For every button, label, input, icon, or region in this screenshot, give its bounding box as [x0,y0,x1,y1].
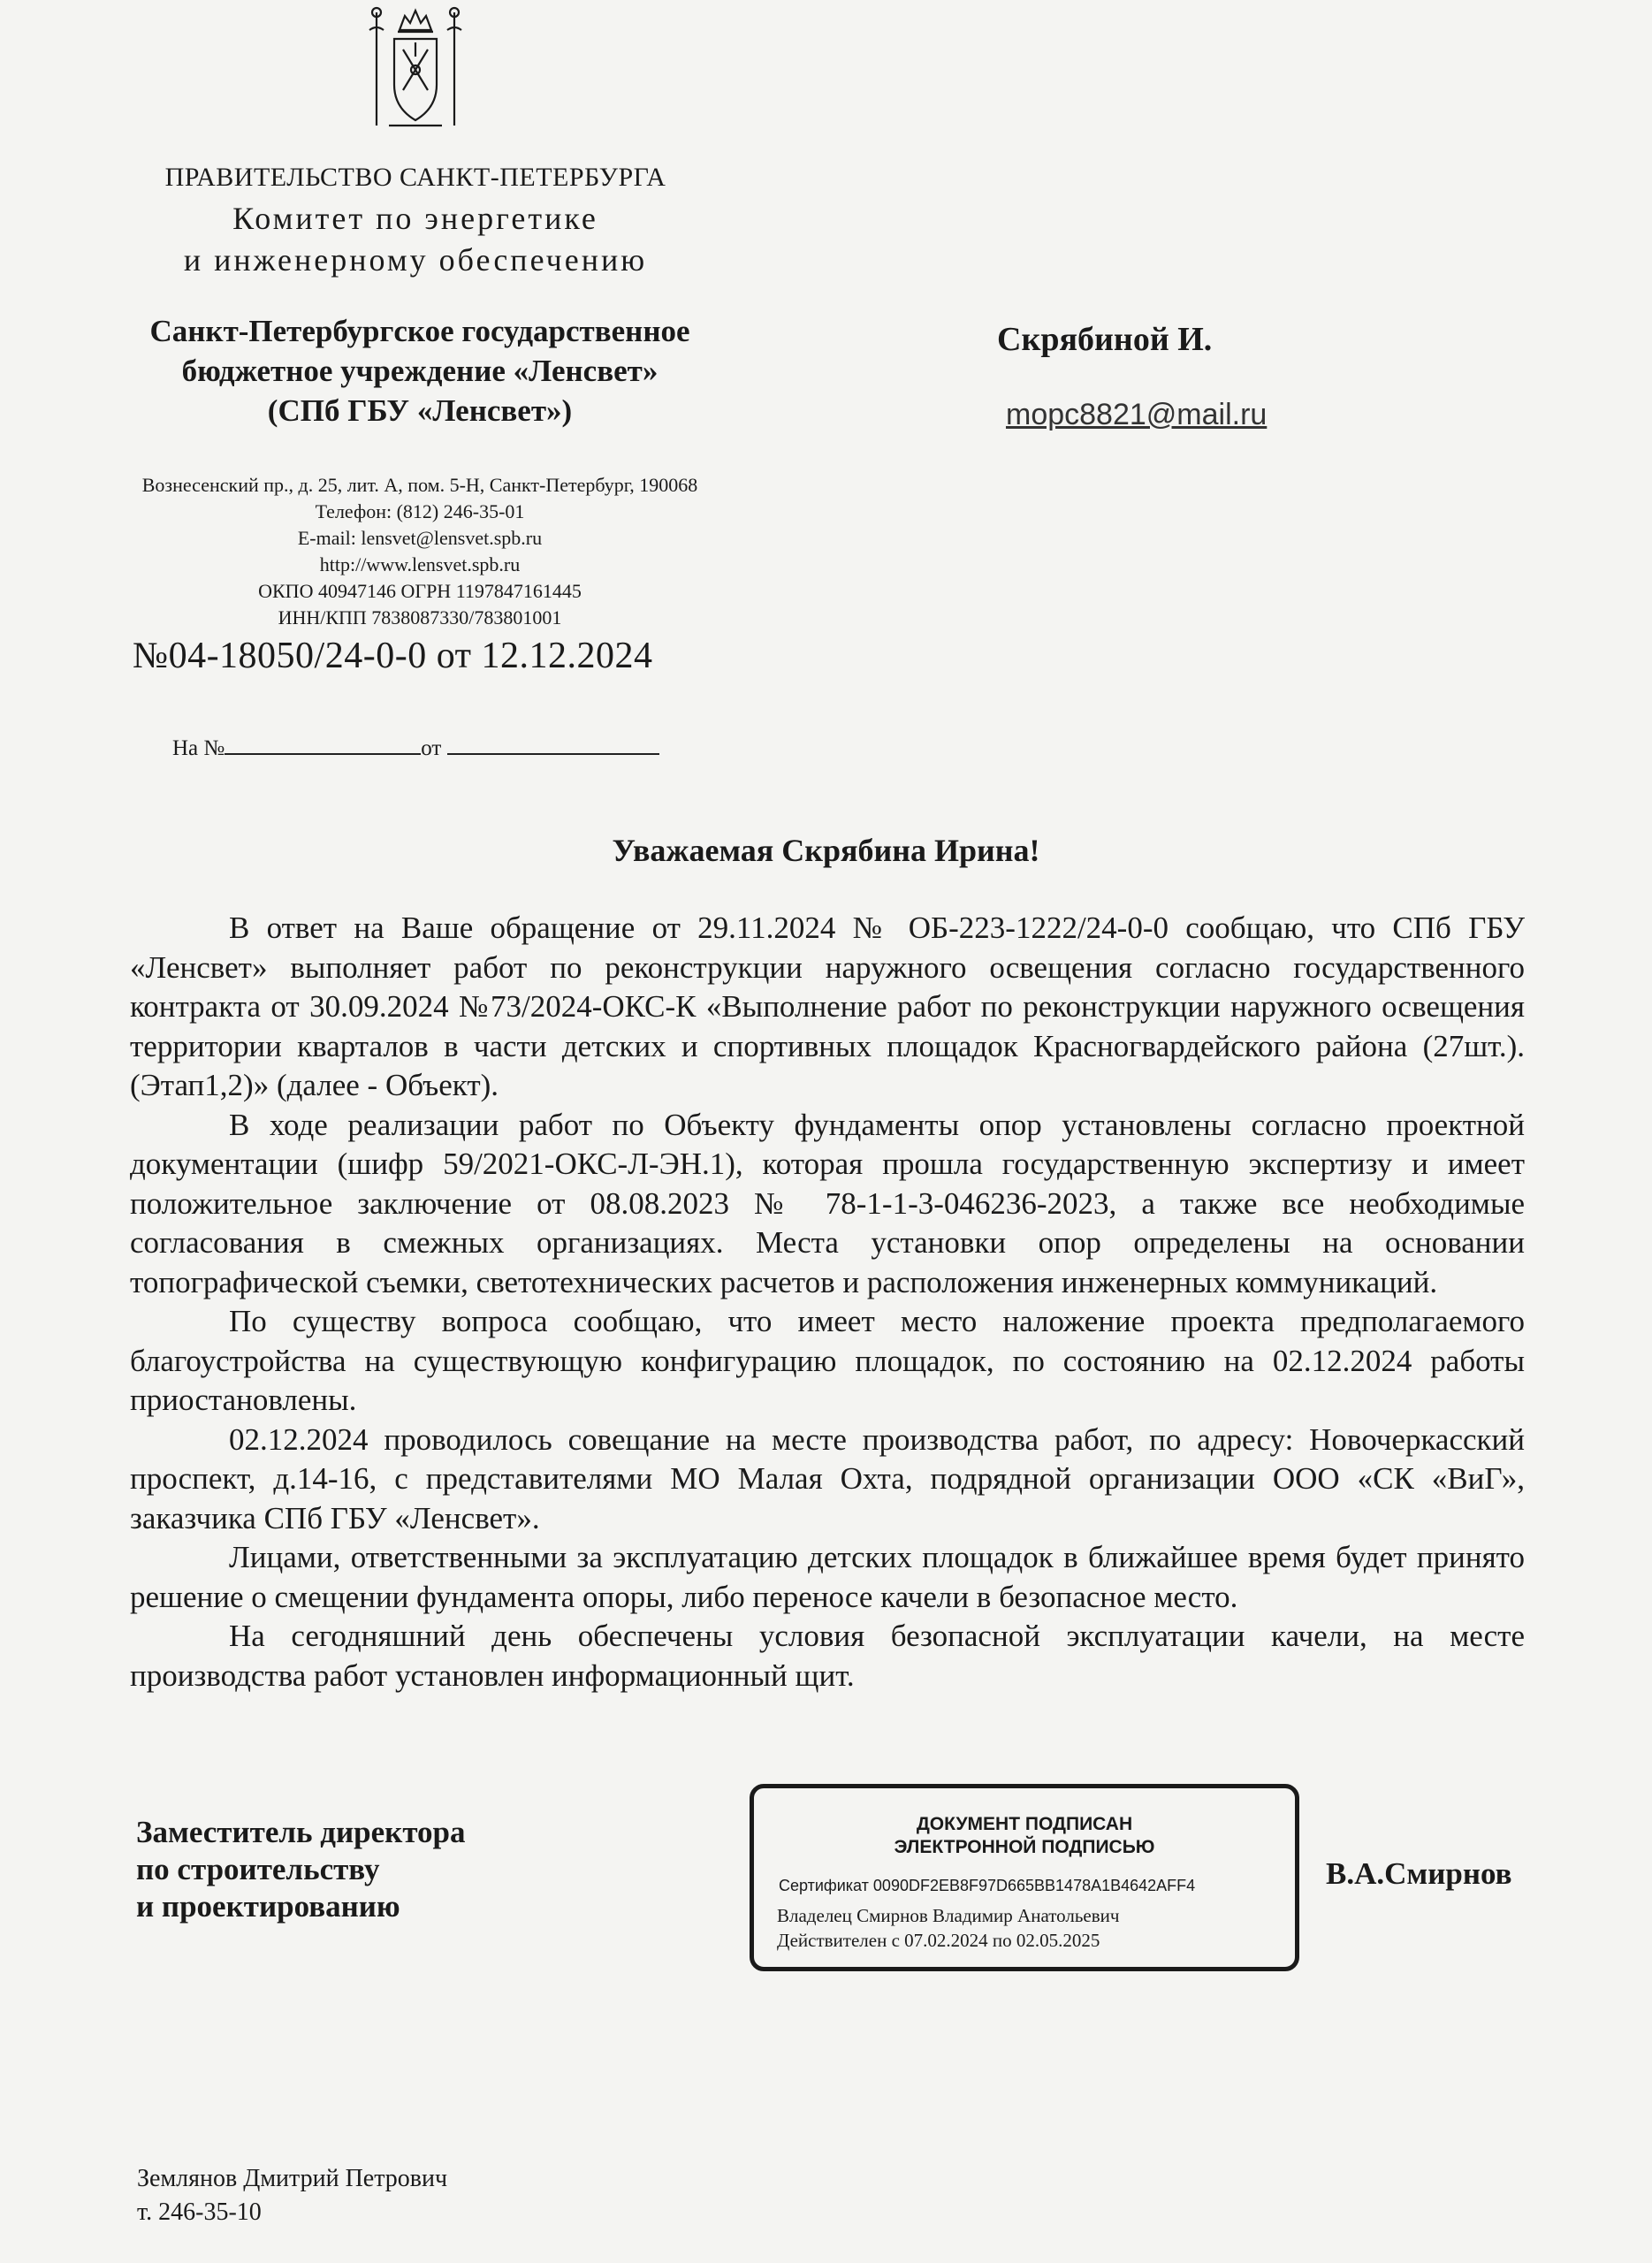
stamp-title [754,1813,1295,1859]
letter-body [130,909,1525,1695]
position-line-2: по строительству [136,1852,380,1886]
body-paragraph-1: В ответ на Ваше обращение от 29.11.2024 № ОБ-223-1222/24-0-0 сообщаю, что СПб ГБУ «Ленсвет» выполняет работ по реконструкции наружного освещения согласно государственного контракта от 30.09.2024 №73/2024-ОКС-К «Выполнение работ по реконструкции наружного освещения территории кварталов в части детских и спортивных площадок Красногвардейского района (27шт.).(Этап1,2)» (далее - Объект). [130,911,1525,1102]
position-line-3: и проектированию [136,1889,400,1924]
ref-number-blank [225,732,421,755]
org-codes: ОКПО 40947146 ОГРН 1197847161445 [258,580,582,602]
ref-number-label: На № [172,736,225,760]
government-title: ПРАВИТЕЛЬСТВО САНКТ-ПЕТЕРБУРГА [164,163,666,192]
stamp-owner: Владелец Смирнов Владимир Анатольевич [777,1905,1120,1926]
committee-line-1: Комитет по энергетике [232,201,598,236]
ref-date-blank [447,732,659,755]
executor-phone: т. 246-35-10 [137,2198,262,2226]
org-website: http://www.lensvet.spb.ru [319,553,521,575]
ref-date-label: от [421,736,442,760]
stamp-validity: Действителен с 07.02.2024 по 02.05.2025 [777,1930,1100,1951]
recipient-email[interactable]: mopc8821@mail.ru [1006,398,1268,431]
electronic-signature-stamp [750,1784,1299,1971]
org-email: E-mail: lensvet@lensvet.spb.ru [297,527,543,549]
stamp-title-line-1: ДОКУМЕНТ ПОДПИСАН [916,1814,1133,1834]
organization-contacts [106,472,734,631]
org-line-1: Санкт-Петербургское государственное [149,314,690,348]
org-line-3: (СПб ГБУ «Ленсвет») [267,393,573,428]
body-paragraph-2: В ходе реализации работ по Объекту фундаменты опор установлены согласно проектной документации (шифр 59/2021-ОКС-Л-ЭН.1), которая прошла государственную экспертизу и имеет положительное заключение от 08.08.2023 № 78-1-1-3-046236-2023, а также все необходимые согласования в смежных организациях. Места установки опор определены на основании топографической съемки, светотехнических расчетов и расположения инженерных коммуникаций. [130,1107,1525,1299]
stamp-certificate: Сертификат 0090DF2EB8F97D665BB1478A1B4642AFF4 [779,1877,1196,1894]
reference-line [172,732,659,761]
org-address: Вознесенский пр., д. 25, лит. А, пом. 5-Н, Санкт-Петербург, 190068 [141,474,698,496]
committee-line-2: и инженерному обеспечению [183,242,648,278]
stamp-title-line-2: ЭЛЕКТРОННОЙ ПОДПИСЬЮ [894,1837,1155,1857]
executor-name: Землянов Дмитрий Петрович [137,2165,448,2192]
signer-name: В.А.Смирнов [1326,1856,1512,1891]
org-phone: Телефон: (812) 246-35-01 [315,500,525,522]
committee-name [124,198,707,281]
org-line-2: бюджетное учреждение «Ленсвет» [181,354,659,388]
executor-info [137,2162,447,2229]
outgoing-number: №04-18050/24-0-0 от 12.12.2024 [133,636,653,676]
recipient-name: Скрябиной И. [997,321,1213,358]
position-line-1: Заместитель директора [136,1815,466,1849]
body-paragraph-4: 02.12.2024 проводилось совещание на месте производства работ, по адресу: Новочеркасский проспект, д.14-16, с представителями МО Малая Охта, подрядной организации ООО «СК «ВиГ», заказчика СПб ГБУ «Ленсвет». [130,1421,1525,1535]
organization-name [124,311,716,431]
signer-position [136,1814,466,1925]
org-inn: ИНН/КПП 7838087330/783801001 [278,606,562,629]
salutation: Уважаемая Скрябина Ирина! [612,833,1040,868]
coat-of-arms-emblem [362,4,468,136]
body-paragraph-6: На сегодняшний день обеспечены условия безопасной эксплуатации качели, на месте производства работ установлен информационный щит. [130,1619,1525,1693]
body-paragraph-5: Лицами, ответственными за эксплуатацию детских площадок в ближайшее время будет принято решение о смещении фундамента опоры, либо переносе качели в безопасное место. [130,1540,1525,1614]
body-paragraph-3: По существу вопроса сообщаю, что имеет место наложение проекта предполагаемого благоустройства на существующую конфигурацию площадок, по состоянию на 02.12.2024 работы приостановлены. [130,1304,1525,1417]
